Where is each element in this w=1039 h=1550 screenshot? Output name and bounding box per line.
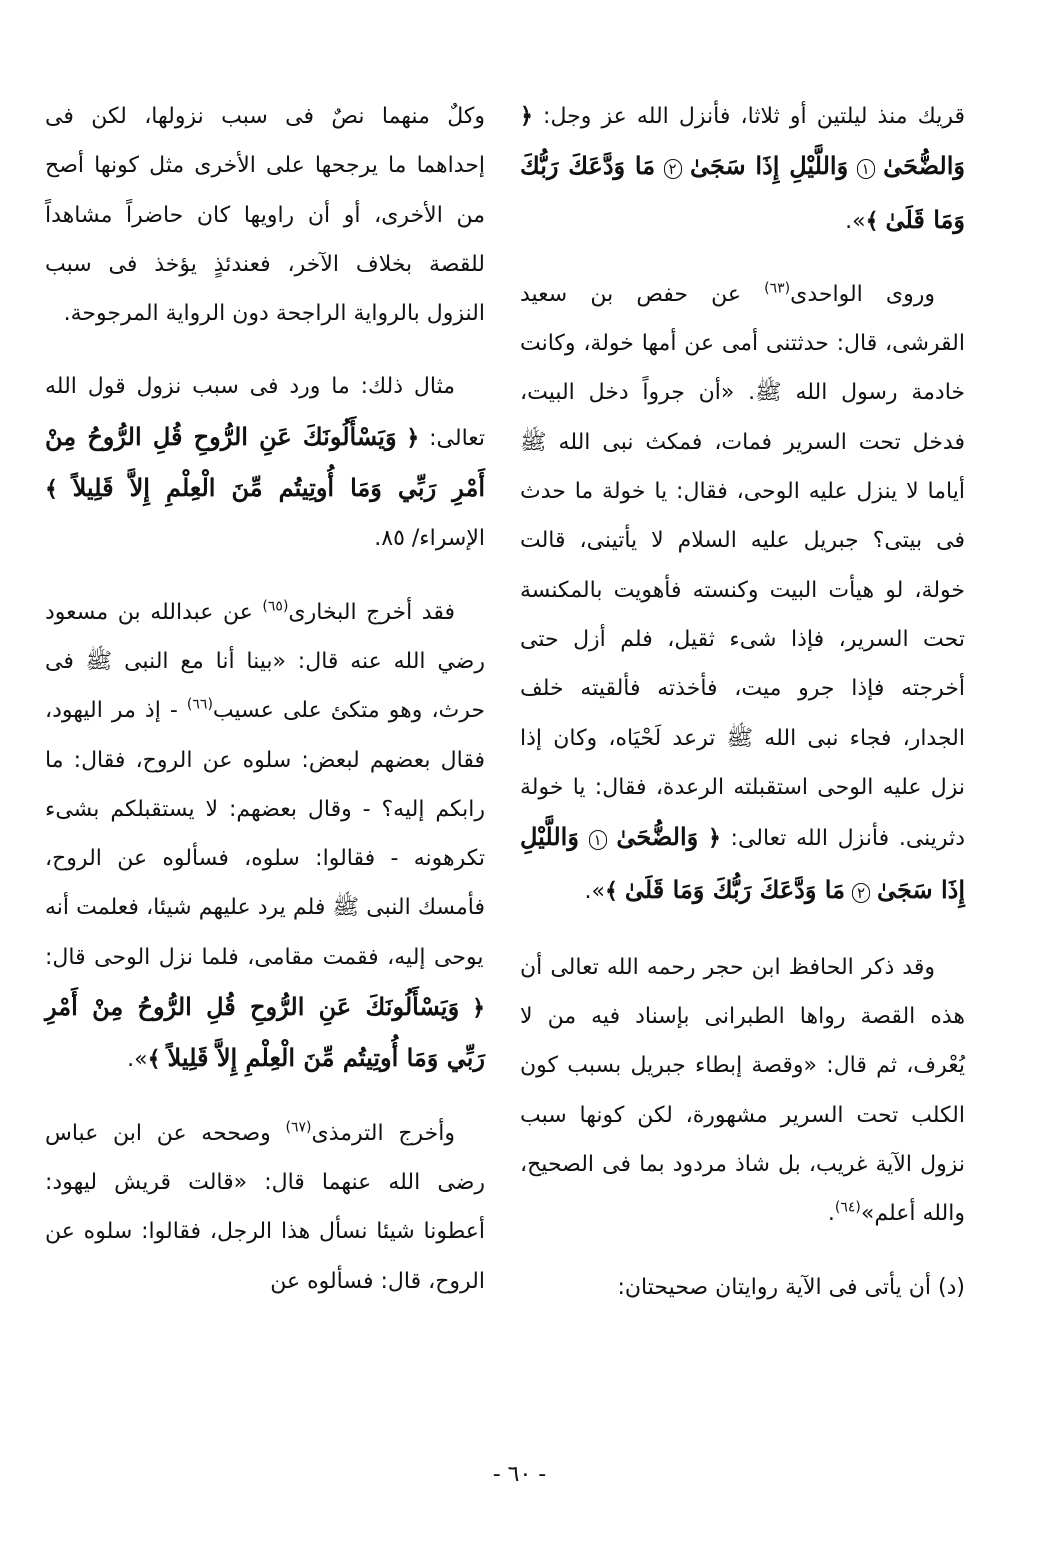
quran-open-bracket: ﴿ xyxy=(707,825,721,852)
body-text: وروى الواحدى xyxy=(790,281,935,307)
quran-verse: مَا وَدَّعَكَ رَبُّكَ وَمَا قَلَىٰ xyxy=(624,875,845,905)
body-text: قريك منذ ليلتين أو ثلاثا، فأنزل الله عز وجل: xyxy=(532,104,965,129)
left-column xyxy=(45,92,485,1330)
footnote-ref: (٦٧) xyxy=(285,1119,312,1136)
paragraph-example xyxy=(45,362,485,563)
quran-open-bracket: ﴿ xyxy=(472,995,486,1022)
verse-number: ٢ xyxy=(664,159,682,179)
body-text: وقد ذكر الحافظ ابن حجر رحمه الله تعالى أن هذه القصة رواها الطبرانى بإسناد فيه من لا يُعْرف، ثم قال: «وقصة إبطاء جبريل بسبب كون الكلب تحت السرير مشهورة، لكن كونها سبب نزول الآية غريب، بل شاذ مردود بما فى الصحيح، والله أعلم» xyxy=(520,954,965,1227)
body-text: وأخرج الترمذى xyxy=(311,1120,455,1146)
body-text: ». xyxy=(584,879,605,905)
page-number: - ٦٠ - xyxy=(492,1462,547,1487)
body-text: . xyxy=(827,1201,835,1227)
quran-close-bracket: ﴾ xyxy=(604,878,618,905)
paragraph-bukhari-narration xyxy=(45,588,485,1085)
quran-verse: وَالضُّحَىٰ xyxy=(616,822,699,852)
body-text: ». xyxy=(845,208,866,234)
quran-close-bracket: ﴾ xyxy=(45,476,58,503)
body-text: عن عبدالله بن مسعود رضي الله عنه قال: «بينا أنا مع النبى ﷺ فى حرث، وهو متكئ على عسيب xyxy=(45,599,485,724)
quran-open-bracket: ﴿ xyxy=(520,103,533,129)
quran-verse: مَا وَدَّعَكَ رَبُّكَ وَمَا قَلَىٰ xyxy=(520,151,965,234)
quran-verse: وَاللَّيْلِ إِذَا سَجَىٰ xyxy=(690,151,849,181)
quran-close-bracket: ﴾ xyxy=(147,1046,161,1073)
footnote-ref: (٦٦) xyxy=(186,696,213,713)
footnote-ref: (٦٣) xyxy=(764,280,791,297)
footnote-ref: (٦٤) xyxy=(834,1199,861,1216)
verse-number: ١ xyxy=(857,159,875,179)
verse-number: ٢ xyxy=(852,883,870,903)
footnote-ref: (٦٥) xyxy=(262,598,289,615)
section-heading: (د) أن يأتى فى الآية روايتان صحيحتان: xyxy=(617,1274,965,1300)
paragraph-tirmidhi-narration xyxy=(45,1109,485,1306)
quran-verse: وَالضُّحَىٰ xyxy=(883,151,965,181)
quran-open-bracket: ﴿ xyxy=(406,424,420,451)
right-column xyxy=(520,92,965,1336)
paragraph-preferred-narration xyxy=(45,92,485,338)
body-text: وصححه عن ابن عباس رضى الله عنهما قال: «قالت قريش ليهود: أعطونا شيئا نسأل هذا الرجل، فقالوا: سلوه عن الروح، قال: فسألوه عن xyxy=(45,1120,485,1294)
body-text: عن حفص بن سعيد القرشى، قال: حدثتنى أمى عن أمها خولة، وكانت خادمة رسول الله ﷺ. «أن جرواً دخل البيت، فدخل تحت السرير فمات، فمكث نبى الله ﷺ أياما لا ينزل عليه الوحى، فقال: يا خولة ما حدث فى بيتى؟ جبريل عليه السلام لا يأتينى، قالت خولة، لو هيأت البيت وكنسته فأهويت بالمكنسة تحت السرير، فإذا شىء ثقيل، فلم أزل حتى أخرجته فإذا جرو ميت، فأخذته فألقيته خلف الجدار، فجاء نبى الله ﷺ ترعد لَحْيَاه، وكان إذا نزل عليه الوحى استقبلته الرعدة، فقال: يا خولة دثرينى. فأنزل الله تعالى: xyxy=(520,281,965,852)
body-text: فقد أخرج البخارى xyxy=(288,599,455,625)
quran-verse: وَاللَّيْلِ إِذَا سَجَىٰ xyxy=(520,822,965,905)
quran-verse: وَيَسْأَلُونَكَ عَنِ الرُّوحِ قُلِ الرُّوحُ مِنْ أَمْرِ رَبِّي وَمَا أُوتِيتُم مِّنَ الْعِلْمِ إِلاَّ قَلِيلاً xyxy=(45,992,485,1073)
body-text: - إذ مر اليهود، فقال بعضهم لبعض: سلوه عن الروح، فقال: ما رابكم إليه؟ - وقال بعضهم: لا يستقبلكم بشىء تكرهونه - فقالوا: سلوه، فسألوه عن الروح، فأمسك النبى ﷺ فلم يرد عليهم شيئا، فعلمت أنه يوحى إليه، فقمت مقامى، فلما نزل الوحى قال: xyxy=(45,698,485,970)
paragraph-section-d xyxy=(520,1263,965,1312)
paragraph-quran-revelation xyxy=(520,92,965,246)
body-text: ». xyxy=(127,1047,148,1073)
quran-verse: وَيَسْأَلُونَكَ عَنِ الرُّوحِ قُلِ الرُّوحُ مِنْ أَمْرِ رَبِّي وَمَا أُوتِيتُم مِّنَ الْعِلْمِ إِلاَّ قَلِيلاً xyxy=(45,421,485,503)
body-text: وكلٌ منهما نصٌ فى سبب نزولها، لكن فى إحداهما ما يرجحها على الأخرى مثل كونها أصح من الأخرى، أو أن راويها كان حاضراً مشاهداً للقصة بخلاف الآخر، فعندئذٍ يؤخذ فى سبب النزول بالرواية الراجحة دون الرواية المرجوحة. xyxy=(45,104,485,327)
paragraph-wahidi-narration xyxy=(520,270,965,919)
body-text: مثال ذلك: ما ورد فى سبب نزول قول الله تعالى: xyxy=(45,374,486,451)
paragraph-ibn-hajar xyxy=(520,943,965,1239)
surah-reference: الإسراء/ ٨٥. xyxy=(374,526,485,552)
verse-number: ١ xyxy=(589,830,607,850)
quran-close-bracket: ﴾ xyxy=(865,207,879,234)
